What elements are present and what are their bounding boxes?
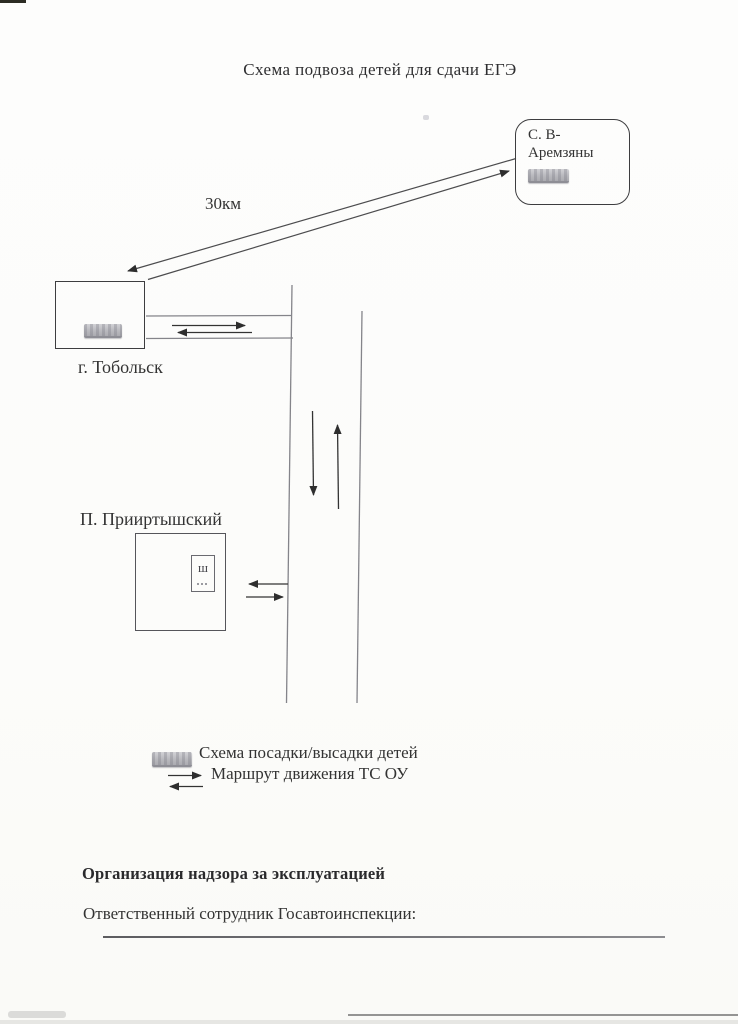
scan-edge-top-left [0, 0, 26, 3]
aremzyany-label-line2: Аремзяны [528, 145, 594, 161]
node-aremzyany [515, 119, 630, 205]
aremzyany-label-line1: С. В- [528, 127, 561, 143]
pickup-bar-icon [84, 324, 122, 338]
school-letter: ш [197, 560, 208, 575]
node-tobolsk [55, 281, 145, 349]
scan-edge-bottom [0, 1020, 738, 1024]
road-horizontal-bottom-line [146, 338, 293, 339]
legend-pickup-label: Схема посадки/высадки детей [199, 743, 418, 762]
school-icon-marks [197, 583, 207, 587]
responsible-officer-label: Ответственный сотрудник Госавтоинспекции: [83, 904, 417, 923]
road-vertical-left-line [287, 285, 293, 703]
priirtyshskiy-label: П. Прииртышский [80, 509, 222, 529]
distance-label: 30км [205, 194, 242, 213]
scan-edge-bottom-line [348, 1014, 738, 1016]
road-arrow-south [313, 411, 314, 495]
signature-line [103, 936, 665, 938]
legend-route-label: Маршрут движения ТС ОУ [211, 764, 409, 783]
legend-pickup-bar-icon [152, 752, 192, 767]
page-title: Схема подвоза детей для сдачи ЕГЭ [243, 60, 517, 79]
route-arrow-to-aremzyany [148, 171, 509, 280]
supervision-heading: Организация надзора за эксплуатацией [82, 864, 386, 883]
road-vertical-right-line [357, 311, 362, 703]
scan-noise-dot [423, 115, 429, 120]
road-arrow-north [338, 425, 339, 509]
node-priirtyshskiy [135, 533, 226, 631]
route-arrow-to-tobolsk [128, 159, 516, 272]
pickup-bar-icon [528, 169, 569, 183]
road-horizontal-top-line [146, 316, 292, 317]
scan-smudge-bottom-left [8, 1011, 66, 1018]
tobolsk-label: г. Тобольск [78, 357, 163, 377]
